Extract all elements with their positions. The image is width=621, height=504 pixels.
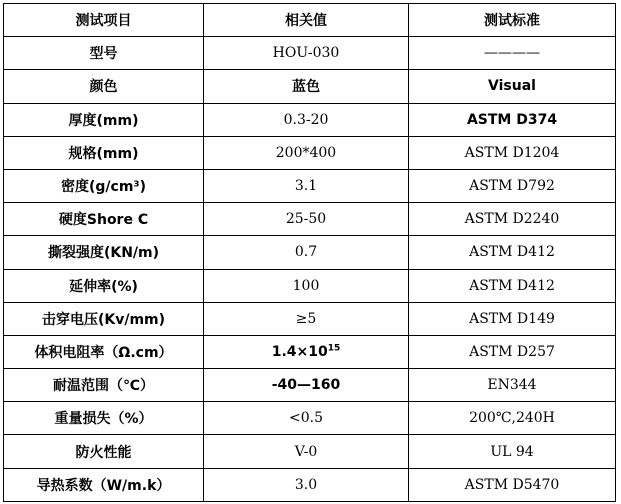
cell-standard: ASTM D412 <box>409 269 616 302</box>
cell-standard: 200℃,240H <box>409 402 616 435</box>
header-test-item: 测试项目 <box>4 4 204 37</box>
cell-standard: ASTM D5470 <box>409 468 616 501</box>
header-test-standard: 测试标准 <box>409 4 616 37</box>
table-row <box>4 435 616 468</box>
cell-standard: ASTM D149 <box>409 302 616 335</box>
cell-property: 防火性能 <box>4 435 204 468</box>
cell-value: -40—160 <box>204 369 409 402</box>
cell-property: 型号 <box>4 37 204 70</box>
cell-value: 200*400 <box>204 136 409 169</box>
cell-value: 100 <box>204 269 409 302</box>
table-row <box>4 70 616 103</box>
table-header-row <box>4 4 616 37</box>
cell-value: V-0 <box>204 435 409 468</box>
cell-value: HOU-030 <box>204 37 409 70</box>
cell-value: 0.7 <box>204 236 409 269</box>
table-row <box>4 136 616 169</box>
table-row <box>4 302 616 335</box>
cell-standard: EN344 <box>409 369 616 402</box>
cell-value: ≥5 <box>204 302 409 335</box>
cell-value: 0.3-20 <box>204 103 409 136</box>
table-row <box>4 236 616 269</box>
cell-property: 耐温范围（℃） <box>4 369 204 402</box>
cell-standard: Visual <box>409 70 616 103</box>
cell-value: 25-50 <box>204 203 409 236</box>
cell-standard: UL 94 <box>409 435 616 468</box>
cell-value: <0.5 <box>204 402 409 435</box>
cell-property: 重量损失（%） <box>4 402 204 435</box>
table-row <box>4 402 616 435</box>
table-row <box>4 37 616 70</box>
cell-property: 密度(g/cm³) <box>4 169 204 202</box>
cell-standard: ASTM D412 <box>409 236 616 269</box>
cell-value <box>204 335 409 368</box>
cell-property: 规格(mm) <box>4 136 204 169</box>
specification-table <box>3 3 616 502</box>
cell-standard: ———— <box>409 37 616 70</box>
cell-standard: ASTM D257 <box>409 335 616 368</box>
cell-property: 颜色 <box>4 70 204 103</box>
table-row <box>4 103 616 136</box>
header-value: 相关值 <box>204 4 409 37</box>
cell-standard: ASTM D374 <box>409 103 616 136</box>
table-row <box>4 369 616 402</box>
table-row <box>4 335 616 368</box>
cell-standard: ASTM D792 <box>409 169 616 202</box>
cell-property: 厚度(mm) <box>4 103 204 136</box>
cell-property: 击穿电压(Kv/mm) <box>4 302 204 335</box>
table-row <box>4 203 616 236</box>
table-row <box>4 269 616 302</box>
cell-value: 蓝色 <box>204 70 409 103</box>
cell-property: 延伸率(%) <box>4 269 204 302</box>
value-base: 1.4×10 <box>271 343 328 360</box>
cell-value: 3.1 <box>204 169 409 202</box>
cell-standard: ASTM D2240 <box>409 203 616 236</box>
table-row <box>4 169 616 202</box>
table-row <box>4 468 616 501</box>
cell-value: 3.0 <box>204 468 409 501</box>
cell-property: 体积电阻率（Ω.cm） <box>4 335 204 368</box>
cell-property: 撕裂强度(KN/m) <box>4 236 204 269</box>
cell-standard: ASTM D1204 <box>409 136 616 169</box>
value-exponent: 15 <box>327 343 341 354</box>
cell-property: 硬度Shore C <box>4 203 204 236</box>
cell-property: 导热系数（W/m.k） <box>4 468 204 501</box>
